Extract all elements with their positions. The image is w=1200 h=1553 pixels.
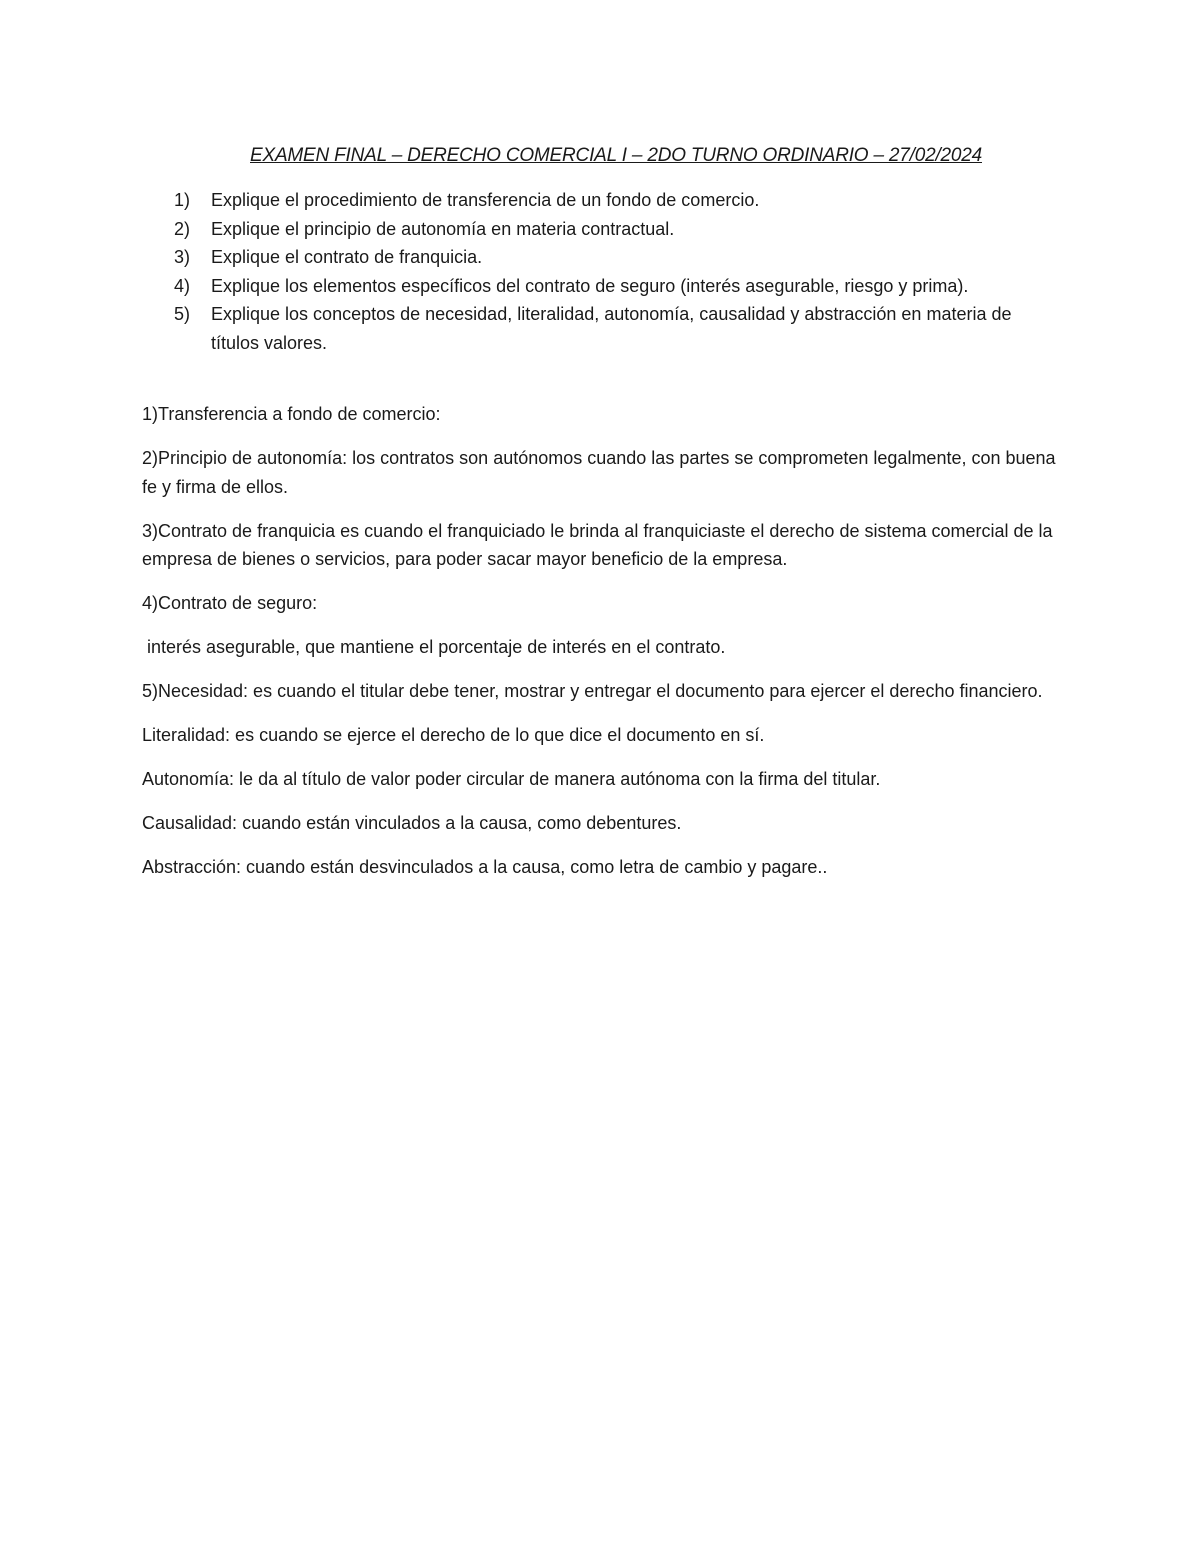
answers-section bbox=[142, 400, 1062, 882]
question-number: 4) bbox=[174, 275, 191, 296]
answer-paragraph: 5)Necesidad: es cuando el titular debe tener, mostrar y entregar el documento para ejercer el derecho financiero. bbox=[142, 681, 1043, 701]
question-number: 1) bbox=[174, 190, 191, 210]
answer-paragraph: Abstracción: cuando están desvinculados a la causa, como letra de cambio y pagare.. bbox=[142, 857, 828, 877]
question-item bbox=[174, 300, 1054, 357]
question-text: Explique el procedimiento de transferencia de un fondo de comercio. bbox=[211, 190, 760, 210]
question-item bbox=[174, 215, 1054, 244]
answer-paragraph: interés asegurable, que mantiene el porcentaje de interés en el contrato. bbox=[142, 637, 726, 657]
question-item bbox=[174, 243, 1054, 272]
answer-paragraph: Causalidad: cuando están vinculados a la causa, como debentures. bbox=[142, 813, 682, 833]
question-list bbox=[174, 186, 1054, 357]
question-text: Explique los elementos específicos del contrato de seguro (interés asegurable, riesgo y prima). bbox=[211, 275, 969, 296]
answer-paragraph: 1)Transferencia a fondo de comercio: bbox=[142, 404, 441, 424]
answer-paragraph: Autonomía: le da al título de valor poder circular de manera autónoma con la firma del titular. bbox=[142, 769, 881, 789]
question-number: 3) bbox=[174, 247, 191, 267]
question-number: 2) bbox=[174, 218, 191, 239]
document-title: EXAMEN FINAL – DERECHO COMERCIAL I – 2DO TURNO ORDINARIO – 27/02/2024 bbox=[250, 145, 982, 166]
question-text: Explique el contrato de franquicia. bbox=[211, 247, 483, 267]
answer-paragraph: 4)Contrato de seguro: bbox=[142, 593, 318, 613]
question-text: Explique el principio de autonomía en materia contractual. bbox=[211, 218, 675, 239]
question-number: 5) bbox=[174, 304, 191, 324]
question-item bbox=[174, 272, 1054, 301]
question-item bbox=[174, 186, 1054, 215]
answer-paragraph: 3)Contrato de franquicia es cuando el franquiciado le brinda al franquiciaste el derecho de sistema comercial de la empresa de bienes o servicios, para poder sacar mayor beneficio de la empresa. bbox=[142, 520, 1053, 569]
answer-paragraph: 2)Principio de autonomía: los contratos son autónomos cuando las partes se comprometen legalmente, con buena fe y firma de ellos. bbox=[142, 448, 1056, 497]
question-text: Explique los conceptos de necesidad, literalidad, autonomía, causalidad y abstracción en materia de títulos valores. bbox=[211, 304, 1012, 353]
answer-paragraph: Literalidad: es cuando se ejerce el derecho de lo que dice el documento en sí. bbox=[142, 725, 765, 745]
